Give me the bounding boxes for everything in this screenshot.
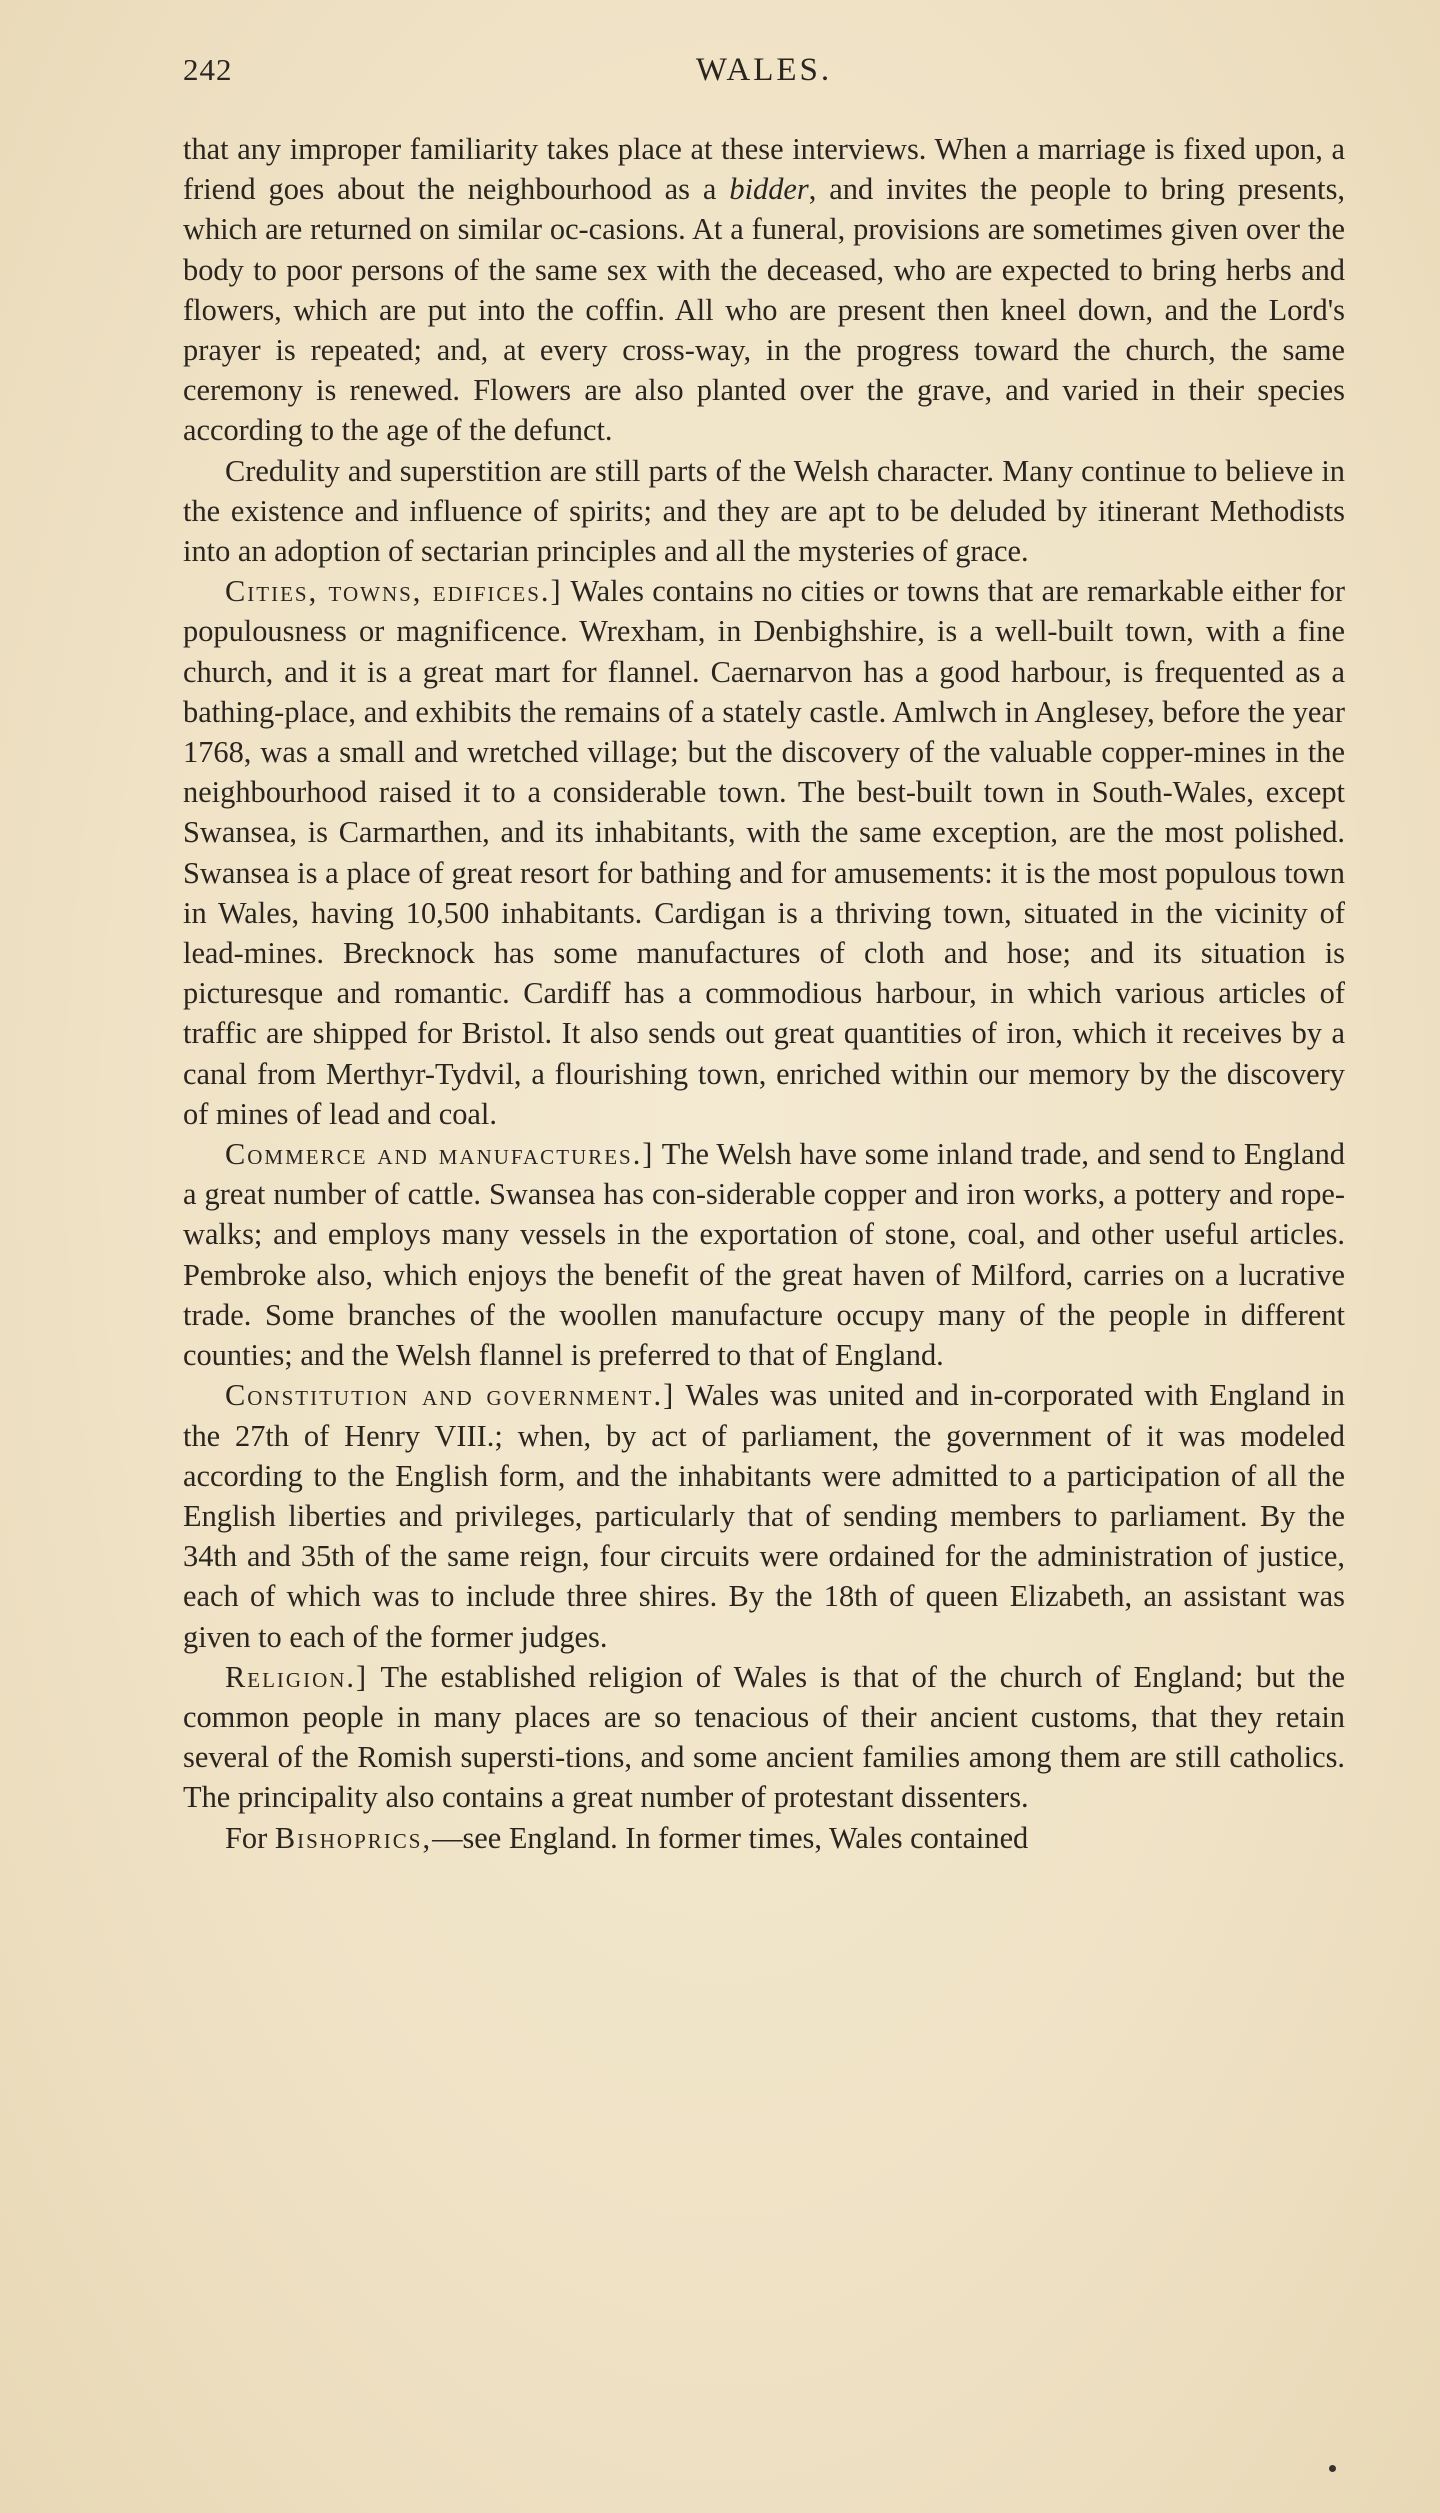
paragraph-credulity — [183, 451, 1345, 572]
paragraph-text: Wales was united and in-corporated with England in the 27th of Henry VIII.; when, by act of parliament, the government of it was modeled according to the English form, and the inhabitants were admitted to a participation of all the English liberties and privileges, particularly that of sending members to parliament. By the 34th and 35th of the same reign, four circuits were ordained for the administration of justice, each of which was to include three shires. By the 18th of queen Elizabeth, an assistant was given to each of the former judges. — [183, 1378, 1345, 1654]
paragraph-religion — [183, 1657, 1345, 1818]
print-speck — [1329, 2465, 1336, 2472]
italic-term: bidder — [729, 172, 809, 207]
running-title: WALES. — [695, 52, 833, 88]
paragraph-text: The established religion of Wales is that of the church of England; but the common people in many places are so tenacious of their ancient customs, that they retain several of the Romish supersti-tions, and some ancient families among them are still catholics. The principality also contains a great number of protestant dissenters. — [183, 1659, 1345, 1815]
paragraph-text: that any improper familiarity takes place at these interviews. When a marriage is fixed upon, a friend goes about the neighbourhood as a — [183, 132, 1345, 207]
section-heading: Religion.] — [225, 1659, 369, 1694]
section-heading: Constitution and government.] — [225, 1378, 676, 1413]
section-heading: Bishoprics, — [274, 1820, 433, 1855]
page-number: 242 — [183, 52, 233, 87]
page-header — [183, 52, 1345, 100]
paragraph-constitution — [183, 1375, 1345, 1656]
paragraph-lead: For — [225, 1820, 275, 1855]
paragraph-commerce — [183, 1134, 1345, 1375]
paragraph-text: Credulity and superstition are still parts of the Welsh character. Many continue to believe in the existence and influence of spirits; and they are apt to be deluded by itinerant Methodists into an adoption of sectarian principles and all the mysteries of grace. — [183, 453, 1345, 569]
body-text — [183, 129, 1345, 1858]
paragraph-text: Wales contains no cities or towns that are remarkable either for populousness or magnificence. Wrexham, in Denbighshire, is a well-built town, with a fine church, and it is a great mart for flannel. Caernarvon has a good harbour, is frequented as a bathing-place, and exhibits the remains of a stately castle. Amlwch in Anglesey, before the year 1768, was a small and wretched village; but the discovery of the valuable copper-mines in the neighbourhood raised it to a considerable town. The best-built town in South-Wales, except Swansea, is Carmarthen, and its inhabitants, with the same exception, are the most polished. Swansea is a place of great resort for bathing and for amusements: it is the most populous town in Wales, having 10,500 inhabitants. Cardigan is a thriving town, situated in the vicinity of lead-mines. Brecknock has some manufactures of cloth and hose; and its situation is picturesque and romantic. Cardiff has a commodious harbour, in which various articles of traffic are shipped for Bristol. It also sends out great quantities of iron, which it receives by a canal from Merthyr-Tydvil, a flourishing town, enriched within our memory by the discovery of mines of lead and coal. — [183, 574, 1345, 1131]
paragraph-cities — [183, 571, 1345, 1134]
section-heading: Commerce and manufactures.] — [225, 1137, 655, 1172]
paragraph-text: The Welsh have some inland trade, and send to England a great number of cattle. Swansea has con-siderable copper and iron works, a pottery and rope-walks; and employs many vessels in the exportation of stone, coal, and other useful articles. Pembroke also, which enjoys the benefit of the great haven of Milford, carries on a lucrative trade. Some branches of the woollen manufacture occupy many of the people in different counties; and the Welsh flannel is preferred to that of England. — [183, 1137, 1345, 1373]
section-heading: Cities, towns, edifices.] — [225, 574, 563, 609]
paragraph-text: —see England. In former times, Wales contained — [432, 1820, 1029, 1855]
paragraph-text: , and invites the people to bring presents, which are returned on similar oc-casions. At a funeral, provisions are sometimes given over the body to poor persons of the same sex with the deceased, who are expected to bring herbs and flowers, which are put into the coffin. All who are present then kneel down, and the Lord's prayer is repeated; and, at every cross-way, in the progress toward the church, the same ceremony is renewed. Flowers are also planted over the grave, and varied in their species according to the age of the defunct. — [183, 172, 1345, 448]
paragraph-bishoprics — [183, 1818, 1345, 1858]
paragraph-marriage-funeral — [183, 129, 1345, 451]
